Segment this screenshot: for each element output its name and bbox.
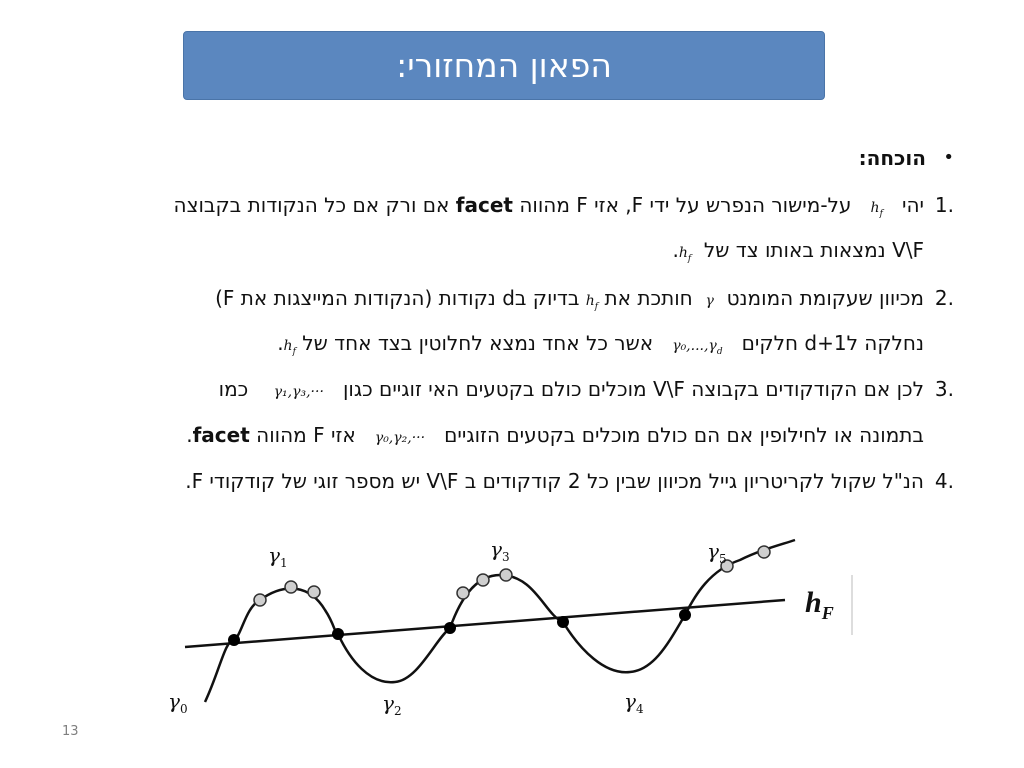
- gamma-4-label: [624, 689, 644, 716]
- item-2-math-gamma-range: [672, 338, 723, 357]
- vertex-point: [477, 574, 489, 586]
- math-base: h: [585, 293, 595, 309]
- title-bar: [183, 31, 825, 100]
- intersection-point: [679, 609, 691, 621]
- vertex-point: [758, 546, 770, 558]
- math-base: h: [283, 338, 293, 354]
- item-2-math-hf-2: [283, 338, 296, 357]
- hyperplane-label: [805, 586, 834, 623]
- hyperplane-line: [185, 600, 785, 647]
- label-sub: 0: [179, 702, 188, 716]
- label-sub: 3: [501, 550, 510, 564]
- item-1-text-d: V\F נמצאות באותו צד של: [703, 238, 924, 262]
- gamma-2-label: [382, 691, 402, 718]
- item-4-number: 4.: [934, 469, 954, 493]
- item-4-text-a: הנ"ל שקול לקריטריון גייל מכיוון שבין כל 2 קודקודים ב V\F יש מספר זוגי של קודקודי F.: [185, 469, 924, 493]
- gamma-5-label: [707, 539, 727, 566]
- gamma-1-label: [268, 543, 288, 570]
- vertex-point: [500, 569, 512, 581]
- item-1-math-hf-2: [678, 245, 692, 264]
- math-sub: d: [716, 346, 723, 357]
- item-3-bold-facet: facet: [192, 423, 250, 447]
- intersection-point: [228, 634, 240, 646]
- slide-title: הפאון המחזורי:: [396, 46, 612, 85]
- label-sub: 1: [279, 556, 288, 570]
- item-2-text-c: בדיוק בd נקודות (הנקודות המייצגות את F): [215, 286, 580, 310]
- item-2-math-hf: [585, 293, 599, 312]
- moment-curve-figure: [150, 530, 870, 730]
- item-3-text-a: לכן אם הקודקודים בקבוצה V\F מוכלים כולם בקטעים האי זוגיים כגון: [342, 377, 924, 401]
- item-3-math-odd: γ₁,γ₃,···: [273, 384, 324, 400]
- item-1-text-a: יהי: [901, 193, 924, 217]
- item-1-math-hf: [870, 200, 883, 219]
- item-1-line-1: [174, 193, 924, 226]
- item-2-number: 2.: [934, 286, 954, 310]
- moment-curve: [205, 540, 795, 702]
- gamma-0-label: [168, 689, 188, 716]
- math-base: h: [678, 245, 688, 261]
- item-3-text-c: בתמונה או לחילופין אם הם כולם מוכלים בקטעים הזוגיים: [444, 423, 924, 447]
- item-3-text-d: אזי F מהווה: [256, 423, 356, 447]
- vertex-point: [285, 581, 297, 593]
- hyperplane-label-sub: F: [821, 603, 834, 623]
- label-sub: 2: [393, 704, 402, 718]
- item-2-line-2: [277, 331, 924, 364]
- item-2-text-d: נחלקה לd+1 חלקים: [741, 331, 924, 355]
- item-3-text-e: .: [186, 423, 193, 447]
- page-number: 13: [62, 724, 79, 739]
- label-base: γ: [490, 537, 502, 561]
- item-1-text-b: על-מישור הנפרש על ידי F, אזי F מהווה: [519, 193, 852, 217]
- item-3-text-b: כמו: [218, 377, 249, 401]
- hyperplane-label-base: h: [805, 586, 822, 619]
- math-sub: f: [594, 301, 599, 312]
- vertex-point: [308, 586, 320, 598]
- item-2-line-1: [215, 286, 924, 319]
- item-1-line-2: [672, 238, 924, 271]
- vertex-point: [457, 587, 469, 599]
- math-sub: f: [687, 253, 692, 264]
- intersection-point: [444, 622, 456, 634]
- math-base: γ₀,...,γ: [672, 338, 717, 354]
- item-3-number: 3.: [934, 377, 954, 401]
- bullet-dot: •: [943, 147, 954, 168]
- item-1-text-e: .: [672, 238, 679, 262]
- label-sub: 5: [718, 552, 727, 566]
- math-sub: f: [292, 346, 296, 357]
- item-1-number: 1.: [934, 193, 954, 217]
- label-base: γ: [624, 689, 636, 713]
- math-base: h: [870, 200, 880, 216]
- label-base: γ: [707, 539, 719, 563]
- item-1-text-c: אם ורק אם כל הנקודות בקבוצה: [173, 193, 450, 217]
- item-3-line-2: [186, 423, 924, 450]
- intersection-point: [557, 616, 569, 628]
- label-base: γ: [382, 691, 394, 715]
- gamma-3-label: [490, 537, 510, 564]
- item-2-text-a: מכיוון שעקומת המומנט: [726, 286, 924, 310]
- item-4-line-1: [185, 469, 924, 493]
- item-2-text-e: אשר כל אחד נמצא לחלוטין בצד אחד של: [302, 331, 654, 355]
- item-2-math-gamma: γ: [705, 293, 714, 309]
- math-sub: f: [879, 208, 883, 219]
- vertex-point: [254, 594, 266, 606]
- intersection-point: [332, 628, 344, 640]
- item-3-math-even: γ₀,γ₂,···: [374, 430, 426, 446]
- item-2-text-f: .: [277, 331, 284, 355]
- item-2-text-b: חותכת את: [604, 286, 693, 310]
- label-sub: 4: [635, 702, 644, 716]
- label-base: γ: [268, 543, 280, 567]
- item-3-line-1: [219, 377, 924, 404]
- proof-heading: הוכחה:: [858, 146, 926, 170]
- label-base: γ: [168, 689, 180, 713]
- item-1-bold-facet: facet: [455, 193, 513, 217]
